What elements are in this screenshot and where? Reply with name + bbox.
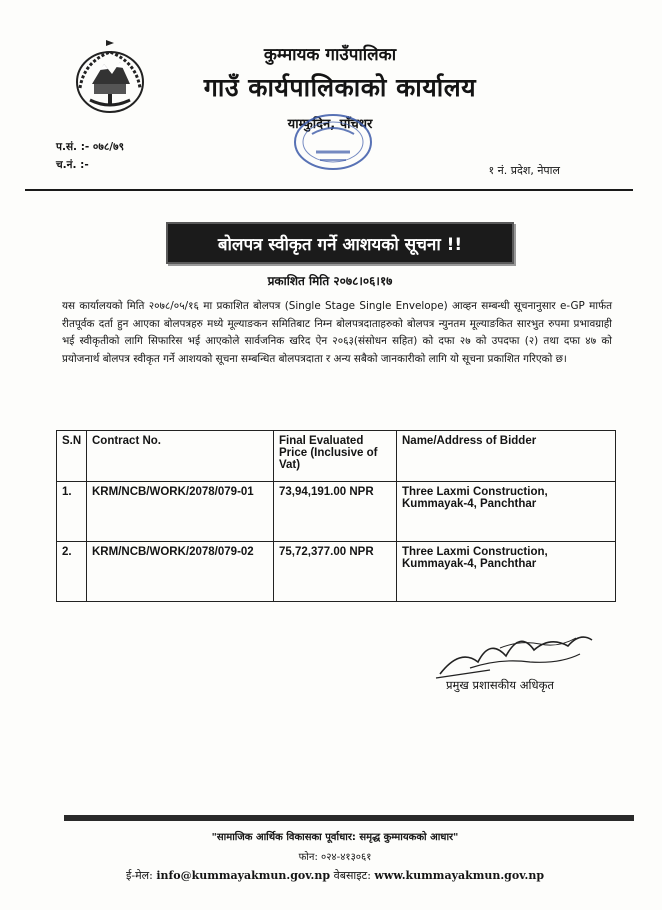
municipality-name: कुम्मायक गाउँपालिका bbox=[263, 45, 397, 65]
notice-title: बोलपत्र स्वीकृत गर्ने आशयको सूचना !! bbox=[166, 222, 514, 264]
footer-phone: फोन: ०२४-४१३०६१ bbox=[298, 852, 372, 863]
bidder-name: Three Laxmi Construction, bbox=[402, 546, 548, 558]
bid-table bbox=[56, 430, 615, 602]
email-link[interactable]: info@kummayakmun.gov.np bbox=[156, 869, 331, 882]
row-bidder bbox=[397, 482, 616, 542]
table-header-row bbox=[57, 431, 616, 482]
row-price: 75,72,377.00 NPR bbox=[274, 542, 397, 602]
row-sn: 2. bbox=[57, 542, 87, 602]
footer-motto: "सामाजिक आर्थिक विकासका पूर्वाधार: समृद्ध कुम्मायकको आधार" bbox=[211, 832, 459, 843]
row-sn: 1. bbox=[57, 482, 87, 542]
bidder-address: Kummayak-4, Panchthar bbox=[402, 498, 537, 510]
government-emblem-icon bbox=[70, 38, 150, 118]
bidder-name: Three Laxmi Construction, bbox=[402, 486, 548, 498]
bidder-address: Kummayak-4, Panchthar bbox=[402, 558, 537, 570]
website-link[interactable]: www.kummayakmun.gov.np bbox=[374, 869, 545, 882]
website-label: वेबसाइट: bbox=[333, 869, 371, 882]
email-label: ई-मेल: bbox=[125, 869, 153, 882]
header-sn: S.N bbox=[57, 431, 87, 482]
header-bidder: Name/Address of Bidder bbox=[397, 431, 616, 482]
office-stamp-icon bbox=[292, 112, 374, 172]
header-divider bbox=[25, 189, 633, 191]
published-date: प्रकाशित मिति २०७८।०६।१७ bbox=[267, 274, 393, 288]
office-address: याम्फुदिन, पाँचथर bbox=[287, 117, 373, 132]
notice-body: यस कार्यालयको मिति २०७८/०५/१६ मा प्रकाशित बोलपत्र (Single Stage Single Envelope) आव्हन सम्बन्धी सूचनानुसार e-GP मार्फत रीतपूर्वक दर्ता हुन आएका बोलपत्रहरु मध्ये मूल्याङकन समितिबाट निम्न बोलपत्रदाताहरुको बोलपत्र न्युनतम मूल्याङकित सारभुत रुपमा प्रभावग्राही भई स्वीकृतीको लागि सिफारिस भई आएकोले सार्वजनिक खरिद ऐन २०६३(संसोधन सहित) को दफा २७ को उपदफा (२) तथा दफा ४७ को प्रयोजनार्थ बोलपत्र स्वीकृत गर्ने आशयको सूचना सम्बन्धित बोलपत्रदाता र अन्य सबैको जानकारीको लागि यो सूचना प्रकाशित गरिएको छ। bbox=[62, 300, 612, 365]
row-contract: KRM/NCB/WORK/2078/079-02 bbox=[87, 542, 274, 602]
table-row bbox=[57, 482, 616, 542]
dispatch-number: च.नं. :- bbox=[56, 159, 89, 171]
row-price: 73,94,191.00 NPR bbox=[274, 482, 397, 542]
reference-number: प.सं. :- ०७८/७९ bbox=[56, 141, 125, 153]
office-name: गाउँ कार्यपालिकाको कार्यालय bbox=[203, 73, 477, 102]
footer-contact bbox=[100, 868, 570, 883]
header-price: Final Evaluated Price (Inclusive of Vat) bbox=[274, 431, 397, 482]
footer-divider bbox=[64, 815, 634, 821]
header-contract: Contract No. bbox=[87, 431, 274, 482]
province: १ नं. प्रदेश, नेपाल bbox=[488, 164, 560, 177]
table-row bbox=[57, 542, 616, 602]
signer-title: प्रमुख प्रशासकीय अधिकृत bbox=[446, 678, 554, 692]
row-bidder bbox=[397, 542, 616, 602]
row-contract: KRM/NCB/WORK/2078/079-01 bbox=[87, 482, 274, 542]
